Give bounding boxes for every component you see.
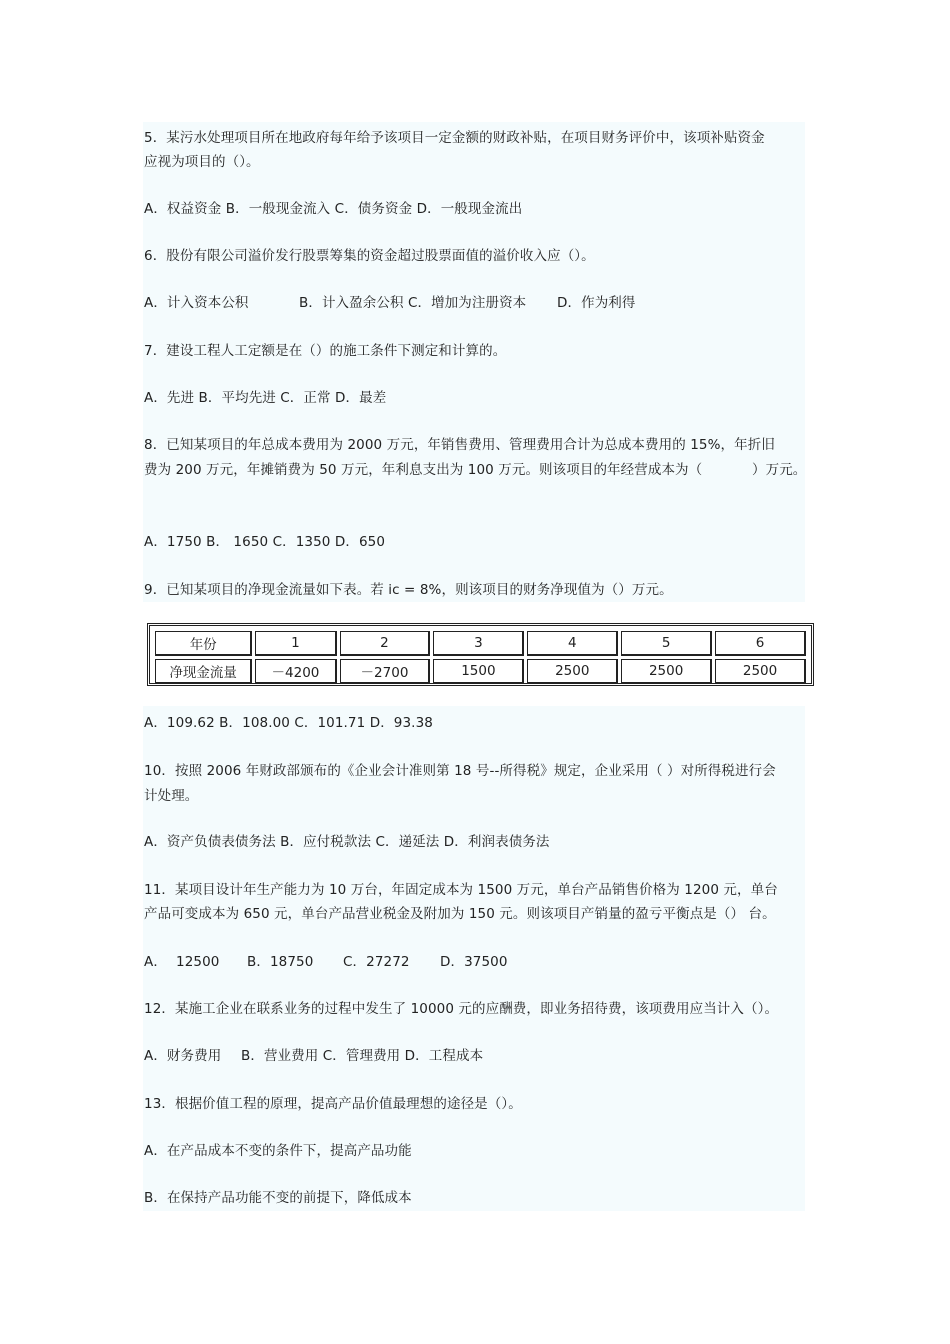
question-7-options: A．先进 B．平均先进 C．正常 D．最差 <box>144 390 387 406</box>
question-8-line-2: 费为 200 万元，年摊销费为 50 万元，年利息支出为 100 万元。则该项目的年经营成本为（ <box>144 462 703 478</box>
question-13-text: 13．根据价值工程的原理，提高产品价值最理想的途径是（）。 <box>144 1096 522 1112</box>
question-13-option-a: A．在产品成本不变的条件下，提高产品功能 <box>144 1143 412 1159</box>
table-cell: 3 <box>433 631 524 656</box>
question-11-option-b: B．18750 <box>247 954 314 970</box>
question-10-line-2: 计处理。 <box>144 788 199 804</box>
highlight-band <box>143 122 805 602</box>
question-11-option-d: D．37500 <box>440 954 508 970</box>
question-12-text: 12．某施工企业在联系业务的过程中发生了 10000 元的应酬费，即业务招待费，该项费用应当计入（）。 <box>144 1001 779 1017</box>
question-6-option-d: D．作为利得 <box>557 295 636 311</box>
question-11-option-c: C．27272 <box>343 954 410 970</box>
table-header-row <box>155 631 806 656</box>
table-cell: 6 <box>715 631 806 656</box>
question-10-options: A．资产负债表债务法 B．应付税款法 C．递延法 D．利润表债务法 <box>144 834 550 850</box>
table-cell: 净现金流量 <box>155 659 252 684</box>
table-row <box>155 659 806 684</box>
table-cell: 4 <box>527 631 618 656</box>
question-11-line-2: 产品可变成本为 650 元，单台产品营业税金及附加为 150 元。则该项目产销量的盈亏平衡点是（） 台。 <box>144 906 776 922</box>
question-8-line-1: 8．已知某项目的年总成本费用为 2000 万元，年销售费用、管理费用合计为总成本费用的 15%，年折旧 <box>144 437 775 453</box>
table-cell: 2500 <box>621 659 712 684</box>
question-11-option-a-label: A． <box>144 954 167 970</box>
table-cell: 1500 <box>433 659 524 684</box>
question-9-text: 9．已知某项目的净现金流量如下表。若 ic = 8%，则该项目的财务净现值为（）万元。 <box>144 582 673 598</box>
table-cell: 5 <box>621 631 712 656</box>
question-11-option-a-value: 12500 <box>176 954 220 970</box>
question-5-line-2: 应视为项目的（）。 <box>144 154 260 170</box>
question-6-text: 6．股份有限公司溢价发行股票筹集的资金超过股票面值的溢价收入应（）。 <box>144 248 595 264</box>
question-6-option-bc: B．计入盈余公积 C．增加为注册资本 <box>299 295 527 311</box>
question-9-options: A．109.62 B．108.00 C．101.71 D．93.38 <box>144 715 433 731</box>
question-6-option-a: A．计入资本公积 <box>144 295 249 311</box>
table-cell: －4200 <box>255 659 336 684</box>
question-12-option-bcd: B．营业费用 C．管理费用 D．工程成本 <box>241 1048 484 1064</box>
table-cell: 1 <box>255 631 336 656</box>
question-5-line-1: 5．某污水处理项目所在地政府每年给予该项目一定金额的财政补贴，在项目财务评价中，该项补贴资金 <box>144 130 765 146</box>
question-7-text: 7．建设工程人工定额是在（）的施工条件下测定和计算的。 <box>144 343 507 359</box>
question-8-line-2-end: ）万元。 <box>752 462 807 478</box>
table-cell: 2500 <box>715 659 806 684</box>
table-cell: －2700 <box>340 659 431 684</box>
table-cell: 2500 <box>527 659 618 684</box>
table-cell: 2 <box>340 631 431 656</box>
question-12-option-a: A．财务费用 <box>144 1048 222 1064</box>
question-11-line-1: 11．某项目设计年生产能力为 10 万台，年固定成本为 1500 万元，单台产品销售价格为 1200 元，单台 <box>144 882 778 898</box>
question-13-option-b: B．在保持产品功能不变的前提下，降低成本 <box>144 1190 412 1206</box>
question-5-options: A．权益资金 B．一般现金流入 C．债务资金 D．一般现金流出 <box>144 201 523 217</box>
cash-flow-table <box>147 623 814 686</box>
question-8-options: A．1750 B． 1650 C．1350 D．650 <box>144 534 386 550</box>
table-cell: 年份 <box>155 631 252 656</box>
question-10-line-1: 10．按照 2006 年财政部颁布的《企业会计准则第 18 号--所得税》规定，企业采用（ ）对所得税进行会 <box>144 763 776 779</box>
